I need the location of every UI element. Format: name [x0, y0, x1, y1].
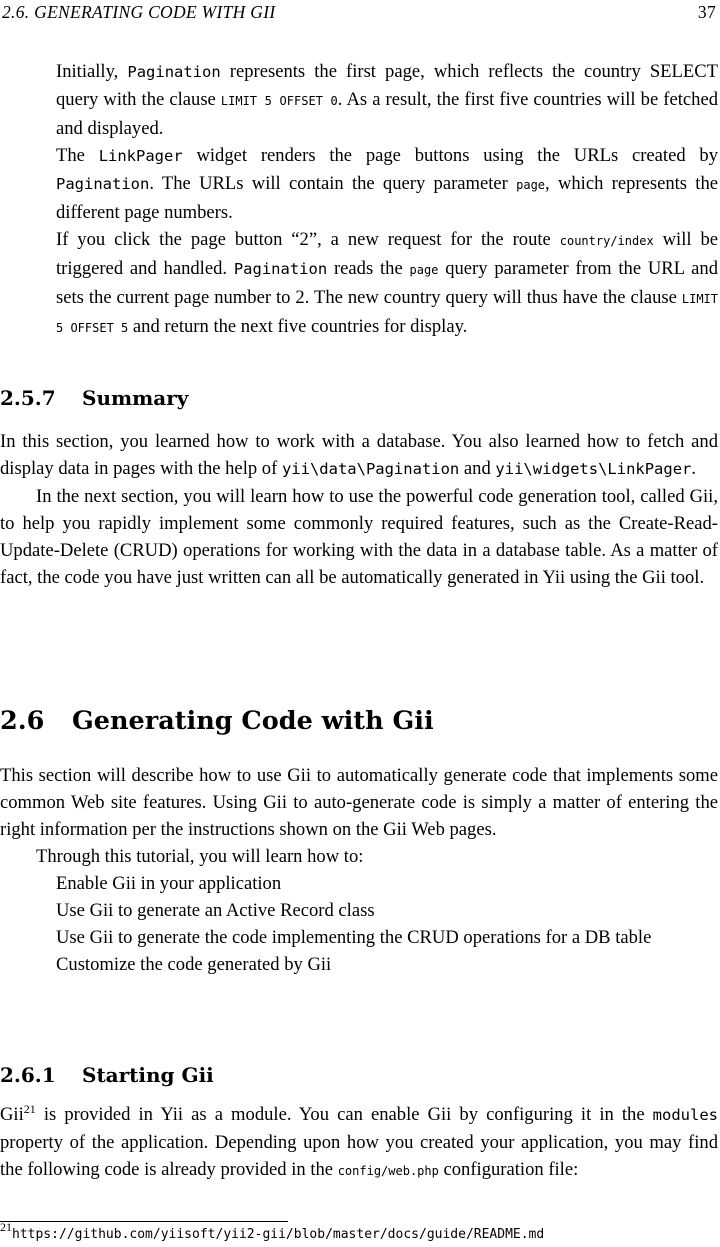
gii-intro-paragraph: This section will describe how to use Gii to automatically generate code that implements some common Web site features. Using Gii to auto-generate code is simply a matter of entering the right information per the instructions shown on the Gii Web pages.	[0, 765, 718, 840]
intro-paragraph-2: The LinkPager widget renders the page buttons using the URLs created by Pagination. The URLs will contain the query parameter page, which represents the different page numbers.	[56, 145, 719, 223]
code-limit-offset-5: LIMIT 5 OFFSET 5	[56, 292, 718, 335]
footnote-marker: 21	[23, 1102, 36, 1116]
section-2-6	[0, 704, 718, 738]
summary-paragraph-2: In the next section, you will learn how to use the powerful code generation tool, called Gii, to help you rapidly implement some commonly required features, such as the Create-Read-Update-Delete (CRUD) operations for working with the data in a database table. As a matter of fact, the code you have just written can all be automatically generated in Yii using the Gii tool.	[0, 486, 718, 588]
list-item: Customize the code generated by Gii	[56, 954, 332, 975]
code-pagination: Pagination	[127, 63, 221, 81]
running-head	[0, 2, 718, 24]
starting-gii-paragraph: Gii$^{21}$ is provided in Yii as a module. You can enable Gii by configuring it in the modules property of the application. Depending upon how you created your application, you may find the following code is already provided in the config/web.php configuration file:	[0, 1102, 718, 1180]
intro-list	[0, 58, 718, 342]
section-2-6-body	[0, 762, 718, 978]
footnote-number: 21	[0, 1220, 12, 1234]
code-page: page	[516, 178, 546, 192]
code-limit-offset-0: LIMIT 5 OFFSET 0	[220, 94, 338, 108]
chapter-section-heading: 2.6 Generating Code with Gii	[0, 706, 434, 736]
code-route: country/index	[559, 234, 654, 248]
intro-paragraph-1: Initially, Pagination represents the first page, which reflects the country SELECT query with the clause LIMIT 5 OFFSET 0. As a result, the first five countries will be fetched and displayed.	[56, 61, 718, 139]
code-modules: modules	[652, 1106, 718, 1124]
running-head-title: 2.6. GENERATING CODE WITH GII	[2, 2, 276, 22]
summary-paragraph-1: In this section, you learned how to work with a database. You also learned how to fetch and display data in pages with the help of yii\data\Pagination and yii\widgets\LinkPager.	[0, 431, 718, 479]
section-2-6-1-body	[0, 1101, 718, 1185]
section-2-5-7	[0, 384, 718, 412]
section-heading: 2.5.7 Summary	[0, 386, 189, 410]
list-item: Use Gii to generate the code implementing the CRUD operations for a DB table	[56, 927, 652, 948]
code-yii-linkpager: yii\widgets\LinkPager	[495, 460, 692, 478]
code-yii-pagination: yii\data\Pagination	[281, 460, 460, 478]
summary-body	[0, 428, 718, 591]
tutorial-lead-in: Through this tutorial, you will learn how to:	[36, 846, 364, 867]
code-page: page	[409, 263, 439, 277]
code-pagination: Pagination	[56, 175, 150, 193]
section-2-6-1	[0, 1061, 718, 1089]
page-number: 37	[697, 2, 716, 22]
code-linkpager: LinkPager	[98, 147, 183, 165]
footnote-link[interactable]: https://github.com/yiisoft/yii2-gii/blob/master/docs/guide/README.md	[12, 1227, 545, 1242]
list-item: Use Gii to generate an Active Record class	[56, 900, 375, 921]
footnote-rule	[0, 1221, 288, 1222]
code-pagination: Pagination	[233, 260, 328, 278]
list-item: Enable Gii in your application	[56, 873, 282, 894]
intro-paragraph-3: If you click the page button “2”, a new request for the route country/index will be triggered and handled. Pagination reads the page query parameter from the URL and sets the current page number to 2. The new country query will thus have the clause LIMIT 5 OFFSET 5 and return the next five countries for display.	[56, 229, 718, 337]
code-config-path: config/web.php	[337, 1164, 439, 1178]
tutorial-list	[0, 870, 718, 978]
section-heading: 2.6.1 Starting Gii	[0, 1063, 214, 1087]
footnote	[0, 1220, 718, 1244]
